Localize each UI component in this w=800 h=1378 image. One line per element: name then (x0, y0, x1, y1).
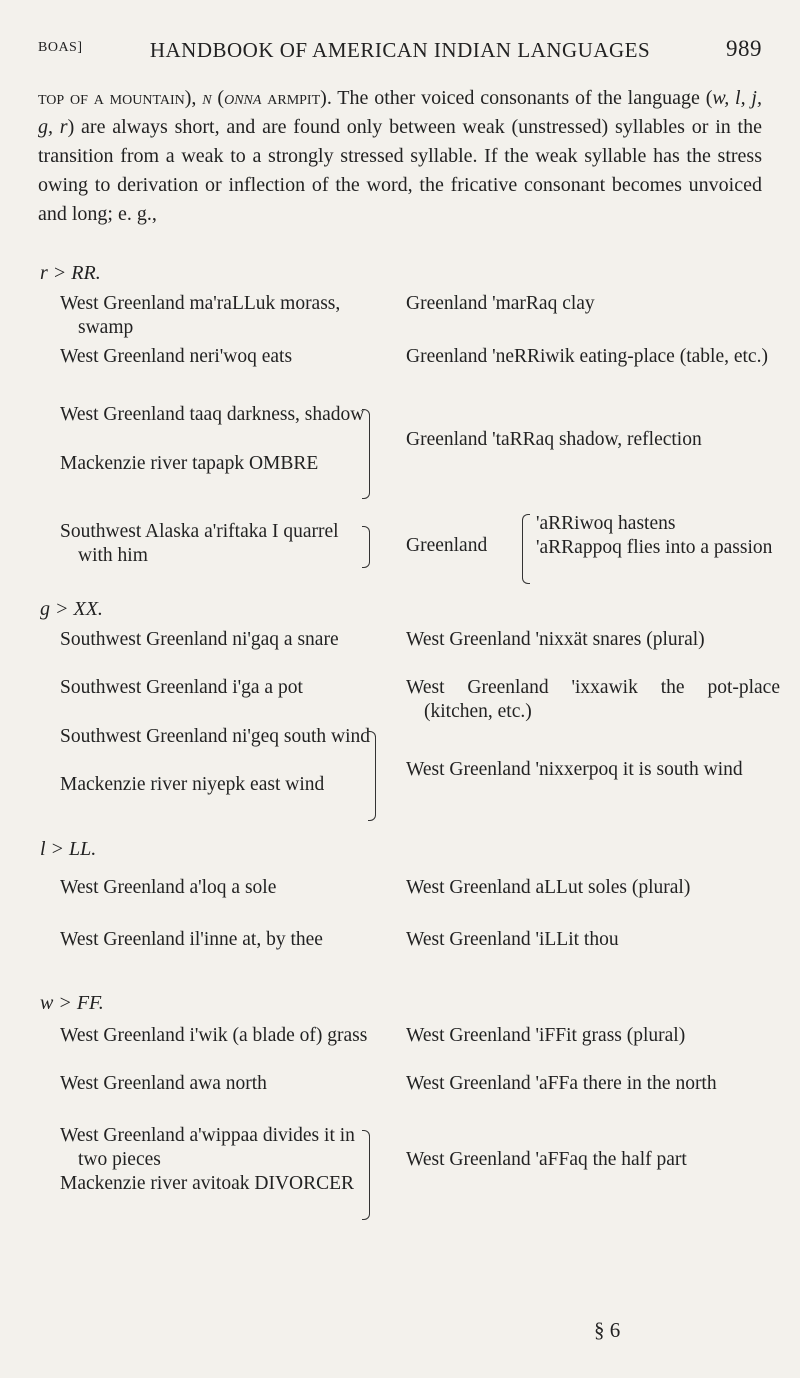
r-left-5: Southwest Alaska a'riftaka I quarrel with him (60, 521, 339, 566)
w-right-1: West Greenland 'iFFit grass (plural) (406, 1025, 686, 1046)
header-author: BOAS] (38, 40, 83, 55)
header-title: HANDBOOK OF AMERICAN INDIAN LANGUAGES (149, 38, 651, 62)
intro-paragraph (38, 84, 762, 229)
r-left-4: Mackenzie river tapapk OMBRE (60, 453, 319, 474)
intro-text-8: w, l, j, g, r (38, 87, 762, 138)
footer-section-mark: § 6 (594, 1318, 621, 1342)
r-right-4b: 'aRRappoq flies into a passion (536, 537, 773, 558)
w-right-3: West Greenland 'aFFaq the half part (406, 1149, 687, 1170)
brace-g-1 (368, 731, 376, 821)
brace-w-1 (362, 1130, 370, 1220)
intro-text-1: top of a mountain (38, 87, 185, 109)
l-left-1: West Greenland a'loq a sole (60, 877, 277, 898)
g-right-1: West Greenland 'nixxät snares (plural) (406, 629, 705, 650)
r-left-3: West Greenland taaq darkness, shadow (60, 404, 365, 425)
g-left-4: Mackenzie river niyepk east wind (60, 774, 325, 795)
r-right-1: Greenland 'marRaq clay (406, 293, 595, 314)
r-left-2: West Greenland neri'woq eats (60, 346, 293, 367)
brace-r-3 (522, 514, 530, 584)
brace-r-2 (362, 526, 370, 568)
w-left-1: West Greenland i'wik (a blade of) grass (60, 1025, 368, 1046)
l-right-1: West Greenland aLLut soles (plural) (406, 877, 691, 898)
l-left-2: West Greenland il'inne at, by thee (60, 929, 323, 950)
g-right-2: West Greenland 'ixxawik the pot-place (kitchen, etc.) (406, 677, 780, 722)
r-right-4-label: Greenland (406, 535, 488, 556)
w-left-3: West Greenland a'wippaa divides it in two pieces (60, 1125, 355, 1170)
w-left-4: Mackenzie river avitoak DIVORCER (60, 1173, 355, 1194)
g-left-2: Southwest Greenland i'ga a pot (60, 677, 303, 698)
brace-r-1 (362, 409, 370, 499)
section-l: l > LL. (40, 838, 97, 860)
intro-text-5: onna (224, 87, 262, 109)
g-left-3: Southwest Greenland ni'geq south wind (60, 726, 371, 747)
section-r: r > RR. (40, 262, 101, 284)
section-w: w > FF. (40, 992, 104, 1014)
intro-text-9: ) are always short, and are found only between weak (unstressed) syllables or in the transition from a weak to a strongly stressed syllable. If the weak syllable has the stress owing to derivation or inflection of the word, the fricative consonant becomes unvoiced and long; e. g., (38, 116, 762, 225)
section-g: g > XX. (40, 598, 103, 620)
intro-text-3: n (202, 87, 212, 109)
intro-text-4: ( (211, 87, 225, 109)
r-right-2: Greenland 'neRRiwik eating-place (table, etc.) (406, 346, 768, 367)
running-header (38, 38, 762, 68)
intro-text-6: armpit (261, 87, 321, 109)
r-right-4a: 'aRRiwoq hastens (536, 513, 676, 534)
page-number: 989 (726, 36, 762, 61)
g-right-3: West Greenland 'nixxerpoq it is south wind (406, 759, 743, 780)
intro-text-7: ). The other voiced consonants of the language ( (320, 87, 713, 109)
w-left-2: West Greenland awa north (60, 1073, 267, 1094)
g-left-1: Southwest Greenland ni'gaq a snare (60, 629, 339, 650)
r-left-1: West Greenland ma'raLLuk morass, swamp (60, 293, 341, 338)
r-right-3: Greenland 'taRRaq shadow, reflection (406, 429, 702, 450)
l-right-2: West Greenland 'iLLit thou (406, 929, 619, 950)
w-right-2: West Greenland 'aFFa there in the north (406, 1073, 717, 1094)
intro-text-2: ), (184, 87, 203, 109)
